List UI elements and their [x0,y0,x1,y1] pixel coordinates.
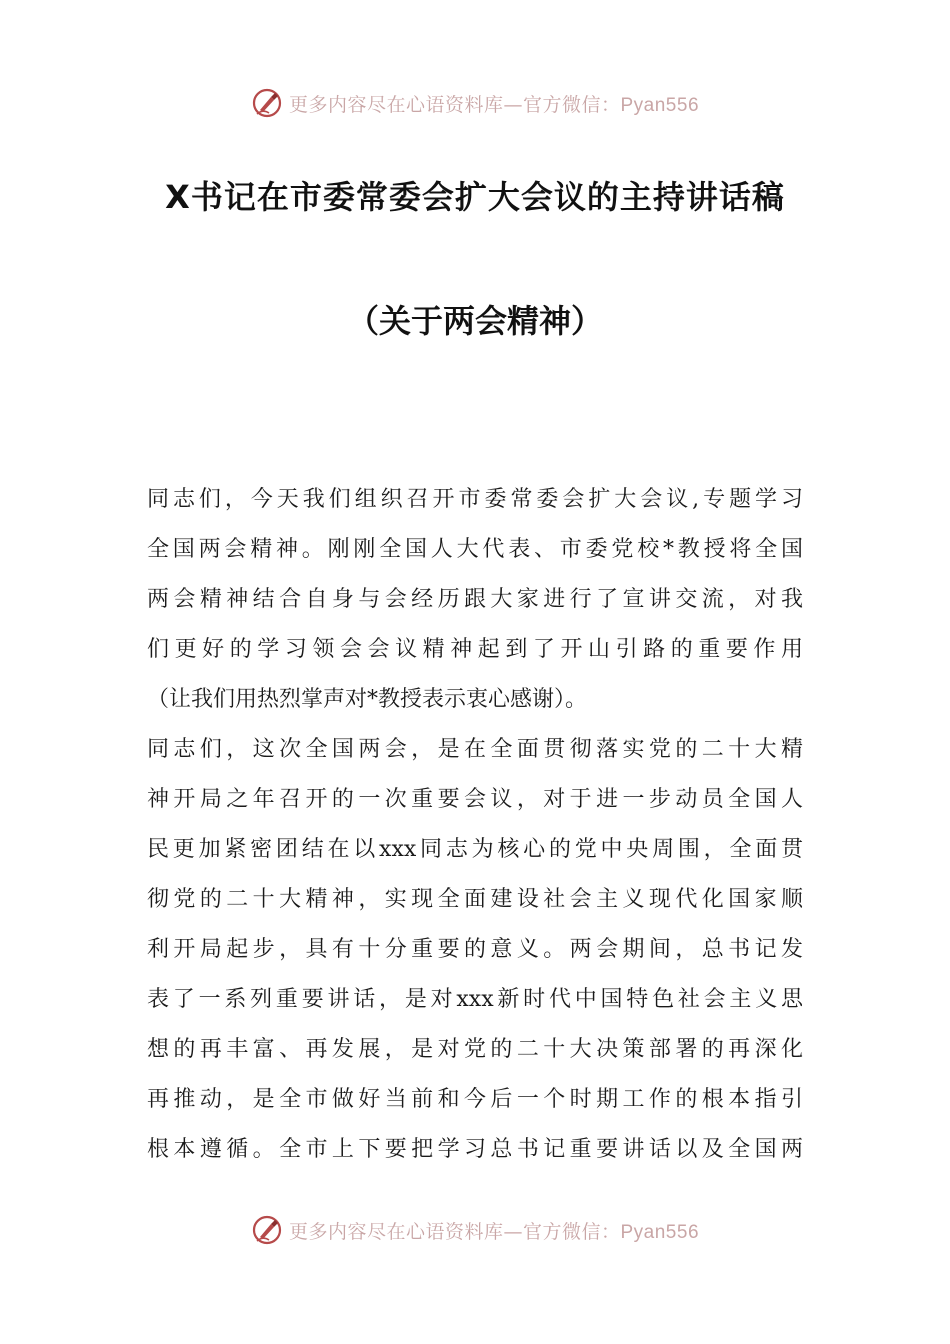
body-line: 两会精神结合自身与会经历跟大家进行了宣讲交流，对我 [147,587,803,612]
body-line: 神开局之年召开的一次重要会议，对于进一步动员全国人 [147,787,803,812]
header-watermark [0,83,950,123]
document-title: X书记在市委常委会扩大会议的主持讲话稿 [165,178,785,216]
body-line: 同志们，今天我们组织召开市委常委会扩大会议,专题学习 [147,487,803,512]
document-subtitle: （关于两会精神） [346,302,603,340]
body-line: 们更好的学习领会会议精神起到了开山引路的重要作用 [147,637,803,662]
document-body [147,475,803,1175]
wechat-id: Pyan556 [620,94,700,116]
body-line: 表了一系列重要讲话，是对xxx新时代中国特色社会主义思 [147,987,803,1012]
body-line: 民更加紧密团结在以xxx同志为核心的党中央周围，全面贯 [147,837,803,862]
body-line: 根本遵循。全市上下要把学习总书记重要讲话以及全国两 [147,1137,803,1162]
body-line: 再推动，是全市做好当前和今后一个时期工作的根本指引 [147,1087,803,1112]
pen-circle-icon [251,1214,283,1246]
wechat-id: Pyan556 [620,1221,700,1243]
watermark-text: 更多内容尽在心语资料库—官方微信：Pyan556 [288,93,700,116]
body-line: （让我们用热烈掌声对*教授表示衷心感谢）。 [147,687,588,712]
body-line: 全国两会精神。刚刚全国人大代表、市委党校*教授将全国 [147,537,803,562]
body-line: 利开局起步，具有十分重要的意义。两会期间，总书记发 [147,937,803,962]
pen-circle-icon [251,87,283,119]
body-line: 同志们，这次全国两会，是在全面贯彻落实党的二十大精 [147,737,803,762]
body-line: 彻党的二十大精神，实现全面建设社会主义现代化国家顺 [147,887,803,912]
footer-watermark [0,1210,950,1250]
watermark-text: 更多内容尽在心语资料库—官方微信：Pyan556 [288,1220,700,1243]
body-line: 想的再丰富、再发展，是对党的二十大决策部署的再深化 [147,1037,803,1062]
